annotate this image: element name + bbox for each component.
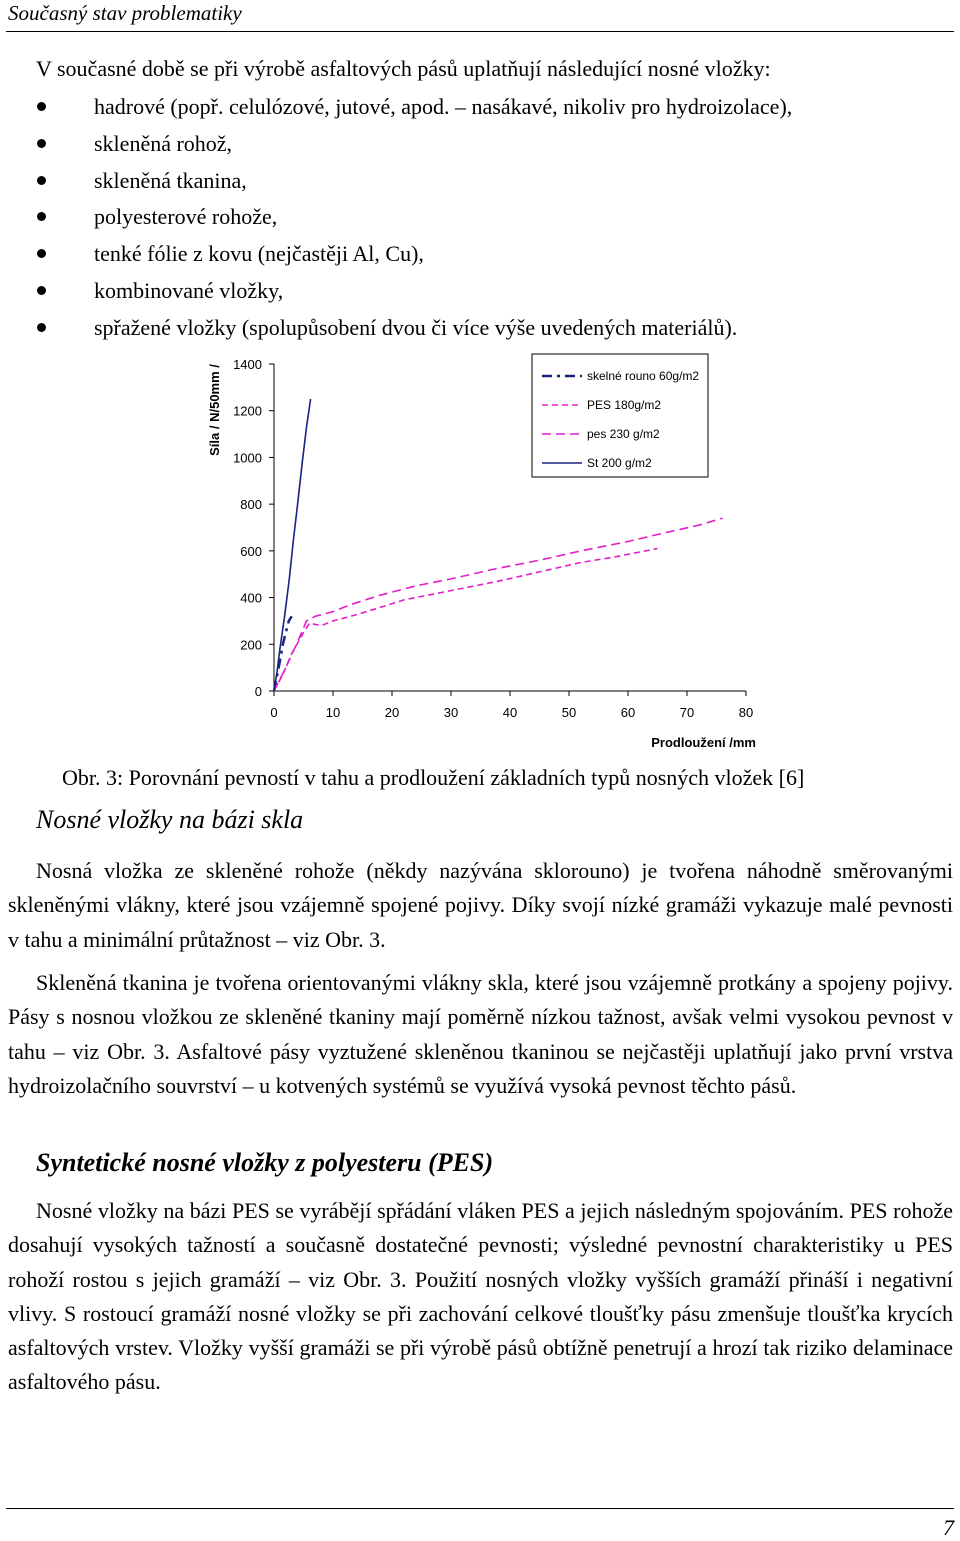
bullet-icon (37, 212, 46, 221)
series-line (274, 399, 311, 691)
section-heading-glass: Nosné vložky na bázi skla (36, 805, 304, 834)
list-item-text: polyesterové rohože, (94, 204, 278, 230)
list-item (0, 166, 792, 203)
legend-label: St 200 g/m2 (587, 456, 652, 470)
series-line (274, 518, 722, 691)
page-number: 7 (943, 1515, 954, 1540)
list-item (0, 202, 792, 239)
list-item (0, 129, 792, 166)
paragraph: Nosné vložky na bázi PES se vyrábějí spřádání vláken PES a jejich následným spojováním. PES rohože dosahují vysokých tažností a současně dostatečné pevnosti; výsledné pevnostní charakteristiky u PES rohoží rostou s jejich gramáží – viz Obr. 3. Použití nosných vložky vyšších gramáží přináší i negativní vlivy. S rostoucí gramáží nosné vložky se při zachování celkové tloušťky pásu zmenšuje tloušťka krycích asfaltových vrstev. Vložky vyšší gramáži se při výrobě pásů obtížně penetrují a hrozí tak riziko delaminace asfaltového pásu. (8, 1198, 953, 1395)
y-tick-label: 0 (254, 684, 262, 699)
x-tick-label: 10 (325, 705, 341, 720)
bullet-icon (37, 176, 46, 185)
bullet-icon (37, 102, 46, 111)
x-tick-label: 70 (679, 705, 695, 720)
x-tick-label: 20 (384, 705, 400, 720)
header-rule (6, 31, 954, 32)
y-tick-label: 1400 (233, 357, 262, 372)
bullet-icon (37, 139, 46, 148)
legend-label: PES 180g/m2 (587, 398, 662, 412)
tensile-strength-chart (200, 350, 770, 755)
list-item (0, 239, 792, 276)
list-item-text: tenké fólie z kovu (nejčastěji Al, Cu), (94, 241, 424, 267)
list-item (0, 276, 792, 313)
y-tick-label: 200 (240, 637, 262, 653)
running-header: Současný stav problematiky (8, 1, 242, 25)
list-item-text: skleněná rohož, (94, 130, 233, 156)
list-item-text: kombinované vložky, (94, 277, 284, 303)
list-item-text: spřažené vložky (spolupůsobení dvou či více výše uvedených materiálů). (94, 314, 738, 340)
x-tick-label: 40 (502, 705, 518, 720)
y-axis-label: Síla / N/50mm / (207, 364, 222, 456)
y-tick-label: 800 (240, 497, 262, 513)
list-item-text: skleněná tkanina, (94, 167, 247, 193)
y-tick-label: 400 (240, 590, 262, 606)
x-tick-label: 60 (620, 705, 636, 720)
x-tick-label: 50 (561, 705, 577, 720)
chart-svg (200, 350, 770, 755)
bullet-icon (37, 249, 46, 258)
carrier-types-list (0, 92, 792, 350)
paragraph: Nosná vložka ze skleněné rohože (někdy nazývána sklorouno) je tvořena náhodně směrovanými skleněnými vlákny, které jsou vzájemně spojené pojivy. Díky svojí nízké gramáži vykazuje malé pevnosti v tahu a minimální průtažnost – viz Obr. 3. (8, 858, 953, 952)
bullet-icon (37, 286, 46, 295)
paragraph: Skleněná tkanina je tvořena orientovanými vlákny skla, které jsou vzájemně protkány a spojeny pojivy. Pásy s nosnou vložkou ze skleněné tkaniny mají poměrně nízkou tažnost, avšak velmi vysokou pevnost v tahu – viz Obr. 3. Asfaltové pásy vyztužené skleněnou tkaninou se nejčastěji uplatňují jako první vrstva hydroizolačního souvrství – u kotvených systémů se využívá vysoká pevnost těchto pásů. (8, 970, 953, 1098)
y-tick-label: 1000 (233, 450, 262, 466)
legend-label: pes 230 g/m2 (587, 427, 660, 441)
x-tick-label: 30 (443, 705, 459, 720)
x-tick-label: 80 (738, 705, 754, 720)
y-tick-label: 1200 (233, 403, 262, 419)
list-item (0, 313, 792, 350)
legend-label: skelné rouno 60g/m2 (587, 369, 700, 383)
section-heading-polyester: Syntetické nosné vložky z polyesteru (PES) (36, 1148, 494, 1177)
intro-paragraph: V současné době se při výrobě asfaltových pásů uplatňují následující nosné vložky: (36, 56, 771, 81)
list-item (0, 92, 792, 129)
list-item-text: hadrové (popř. celulózové, jutové, apod. – nasákavé, nikoliv pro hydroizolace), (94, 94, 793, 119)
x-axis-label: Prodloužení /mm (651, 735, 756, 750)
bullet-icon (37, 323, 46, 332)
x-tick-label: 0 (270, 705, 278, 720)
series-line (274, 549, 658, 692)
figure-caption: Obr. 3: Porovnání pevností v tahu a prodloužení základních typů nosných vložek [6] (62, 765, 805, 790)
footer-rule (6, 1508, 954, 1509)
y-tick-label: 600 (240, 543, 262, 559)
